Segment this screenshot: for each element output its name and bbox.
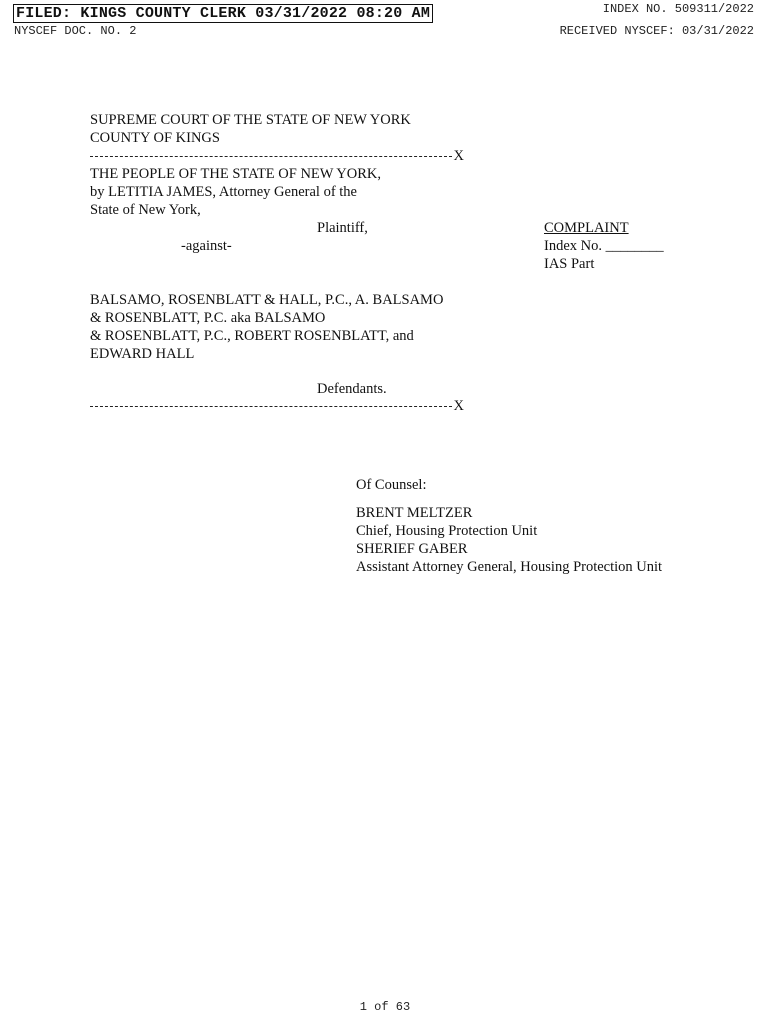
filed-stamp: FILED: KINGS COUNTY CLERK 03/31/2022 08:20 AM (13, 4, 433, 23)
counsel-name: BRENT MELTZER (356, 505, 473, 521)
index-number: INDEX NO. 509311/2022 (602, 2, 754, 16)
defendant-line: & ROSENBLATT, P.C. aka BALSAMO (90, 310, 326, 326)
against-label: -against- (181, 238, 232, 254)
defendant-line: BALSAMO, ROSENBLATT & HALL, P.C., A. BALSAMO (90, 292, 444, 308)
counsel-heading: Of Counsel: (356, 477, 427, 493)
dashed-rule (90, 156, 452, 157)
counsel-title: Chief, Housing Protection Unit (356, 523, 538, 539)
counsel-list (356, 504, 662, 576)
ias-part-field: IAS Part (544, 256, 595, 272)
county-name: COUNTY OF KINGS (90, 130, 220, 146)
rule-marker: X (453, 148, 464, 164)
document-title: COMPLAINT (544, 220, 629, 236)
dashed-rule (90, 406, 452, 407)
nyscef-doc-number: NYSCEF DOC. NO. 2 (14, 24, 137, 38)
page-indicator: 1 of 63 (359, 1000, 411, 1014)
counsel-title: Assistant Attorney General, Housing Protection Unit (356, 559, 663, 575)
defendant-line: & ROSENBLATT, P.C., ROBERT ROSENBLATT, and (90, 328, 414, 344)
plaintiff-label: Plaintiff, (317, 220, 368, 236)
court-heading (90, 111, 411, 147)
defendant-line: EDWARD HALL (90, 346, 195, 362)
plaintiff-line: by LETITIA JAMES, Attorney General of the (90, 184, 357, 200)
rule-marker: X (453, 398, 464, 414)
caption-rule-bottom (90, 397, 464, 415)
received-date: RECEIVED NYSCEF: 03/31/2022 (559, 24, 754, 38)
counsel-name: SHERIEF GABER (356, 541, 468, 557)
defendants-label: Defendants. (317, 381, 387, 397)
plaintiff-line: State of New York, (90, 202, 201, 218)
court-name: SUPREME COURT OF THE STATE OF NEW YORK (90, 112, 411, 128)
defendant-party (90, 291, 443, 363)
index-number-field: Index No. ________ (544, 238, 664, 254)
plaintiff-party (90, 165, 381, 219)
plaintiff-line: THE PEOPLE OF THE STATE OF NEW YORK, (90, 166, 381, 182)
caption-rule-top (90, 147, 464, 165)
